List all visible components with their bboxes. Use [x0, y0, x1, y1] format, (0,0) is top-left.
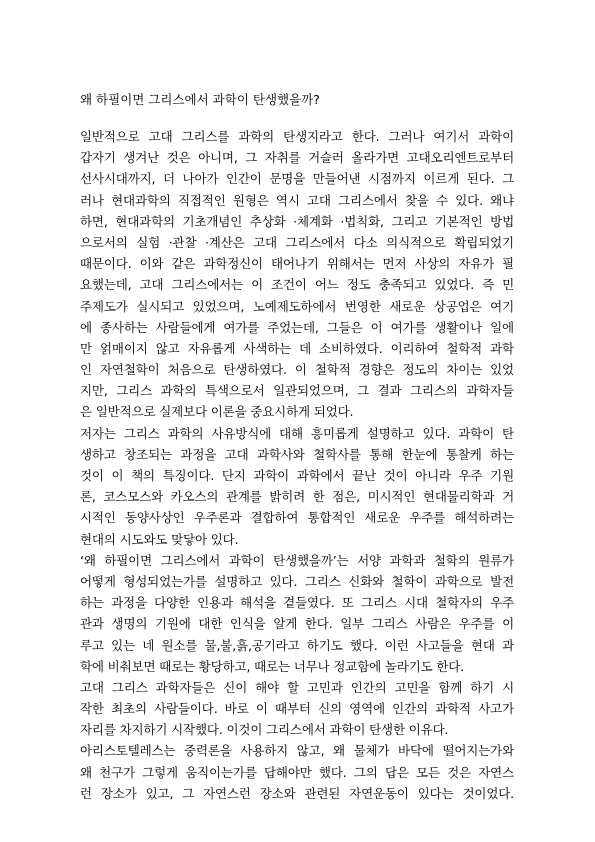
body-line: 지만, 그리스 과학의 특색으로서 일관되었으며, 그 결과 그리스의 과학자들 — [80, 383, 514, 399]
body-line: 시적인 동양사상인 우주론과 결합하여 통합적인 새로운 우주를 해석하려는 — [80, 510, 514, 526]
body-line: 런 장소가 있고, 그 자연스런 장소와 관련된 자연운동이 있다는 것이었다. — [80, 785, 514, 801]
document-body — [80, 126, 514, 804]
body-line: 일반적으로 고대 그리스를 과학의 탄생지라고 한다. 그러나 여기서 과학이 — [80, 129, 514, 144]
document-title: 왜 하필이면 그리스에서 과학이 탄생했을까? — [80, 92, 320, 107]
body-line: 자리를 차지하기 시작했다. 이것이 그리스에서 과학이 탄생한 이유다. — [80, 722, 449, 738]
body-line: ‘왜 하필이면 그리스에서 과학이 탄생했을까’는 서양 과학과 철학의 원류가 — [80, 552, 514, 568]
body-line: 에 종사하는 사람들에게 여가를 주었는데, 그들은 이 여가를 생활이나 일에 — [80, 319, 514, 335]
body-line: 하면, 현대과학의 기초개념인 추상화 ·체계화 ·법칙화, 그리고 기본적인 방법 — [80, 213, 514, 229]
body-line: 론, 코스모스와 카오스의 관계를 밝히려 한 점은, 미시적인 현대물리학과 거 — [80, 489, 514, 505]
body-line: 러나 현대과학의 직접적인 원형은 역시 고대 그리스에서 찾을 수 있다. 왜냐 — [80, 192, 514, 208]
body-line: 선사시대까지, 더 나아가 인간이 문명을 만들어낸 시점까지 이르게 된다. 그 — [80, 171, 514, 187]
body-line: 것이 이 책의 특징이다. 단지 과학이 과학에서 끝난 것이 아니라 우주 기원 — [80, 468, 514, 483]
body-line: 관과 생명의 기원에 대한 인식을 알게 한다. 일부 그리스 사람은 우주를 이 — [80, 616, 514, 632]
body-line: 갑자기 생겨난 것은 아니며, 그 자취를 거슬러 올라가면 고대오리엔트로부터 — [80, 150, 514, 166]
body-line: 루고 있는 네 원소를 물,불,흙,공기라고 하기도 했다. 이런 사고들을 현대 과 — [80, 637, 514, 653]
body-line: 왜 천구가 그렇게 움직이는가를 답해야만 했다. 그의 답은 모든 것은 자연스 — [80, 764, 514, 780]
body-line: 때문이다. 이와 같은 과학정신이 태어나기 위해서는 먼저 사상의 자유가 필 — [80, 256, 514, 272]
body-line: 만 얽매이지 않고 자유롭게 사색하는 데 소비하였다. 이리하여 철학적 과학 — [80, 340, 514, 356]
body-line: 현대의 시도와도 맞닿아 있다. — [80, 531, 239, 547]
body-line: 주제도가 실시되고 있었으며, 노예제도하에서 번영한 새로운 상공업은 여기 — [80, 298, 514, 314]
body-line: 인 자연철학이 처음으로 탄생하였다. 이 철학적 경향은 정도의 차이는 있었 — [80, 362, 514, 378]
body-line: 저자는 그리스 과학의 사유방식에 대해 흥미롭게 설명하고 있다. 과학이 탄 — [80, 425, 514, 441]
body-line: 요했는데, 고대 그리스에서는 이 조건이 어느 정도 충족되고 있었다. 즉 민 — [80, 277, 514, 293]
body-line: 아리스토텔레스는 중력론을 사용하지 않고, 왜 물체가 바닥에 떨어지는가와 — [80, 743, 514, 759]
body-line: 으로서의 실험 ·관찰 ·계산은 고대 그리스에서 다소 의식적으로 확립되었기 — [80, 234, 514, 250]
body-line: 은 일반적으로 실제보다 이론을 중요시하게 되었다. — [80, 404, 354, 420]
body-line: 작한 최초의 사람들이다. 바로 이 때부터 신의 영역에 인간의 과학적 사고가 — [80, 701, 514, 717]
body-line: 고대 그리스 과학자들은 신이 해야 할 고민과 인간의 고민을 함께 하기 시 — [80, 679, 514, 695]
body-line: 하는 과정을 다양한 인용과 해석을 곁들였다. 또 그리스 시대 철학자의 우주 — [80, 595, 514, 611]
body-line: 어떻게 형성되었는가를 설명하고 있다. 그리스 신화와 철학이 과학으로 발전 — [80, 573, 514, 589]
body-line: 학에 비춰보면 때로는 황당하고, 때로는 너무나 정교함에 놀라기도 한다. — [80, 658, 465, 674]
body-line: 생하고 창조되는 과정을 고대 과학사와 철학사를 통해 한눈에 통찰케 하는 — [80, 446, 514, 462]
